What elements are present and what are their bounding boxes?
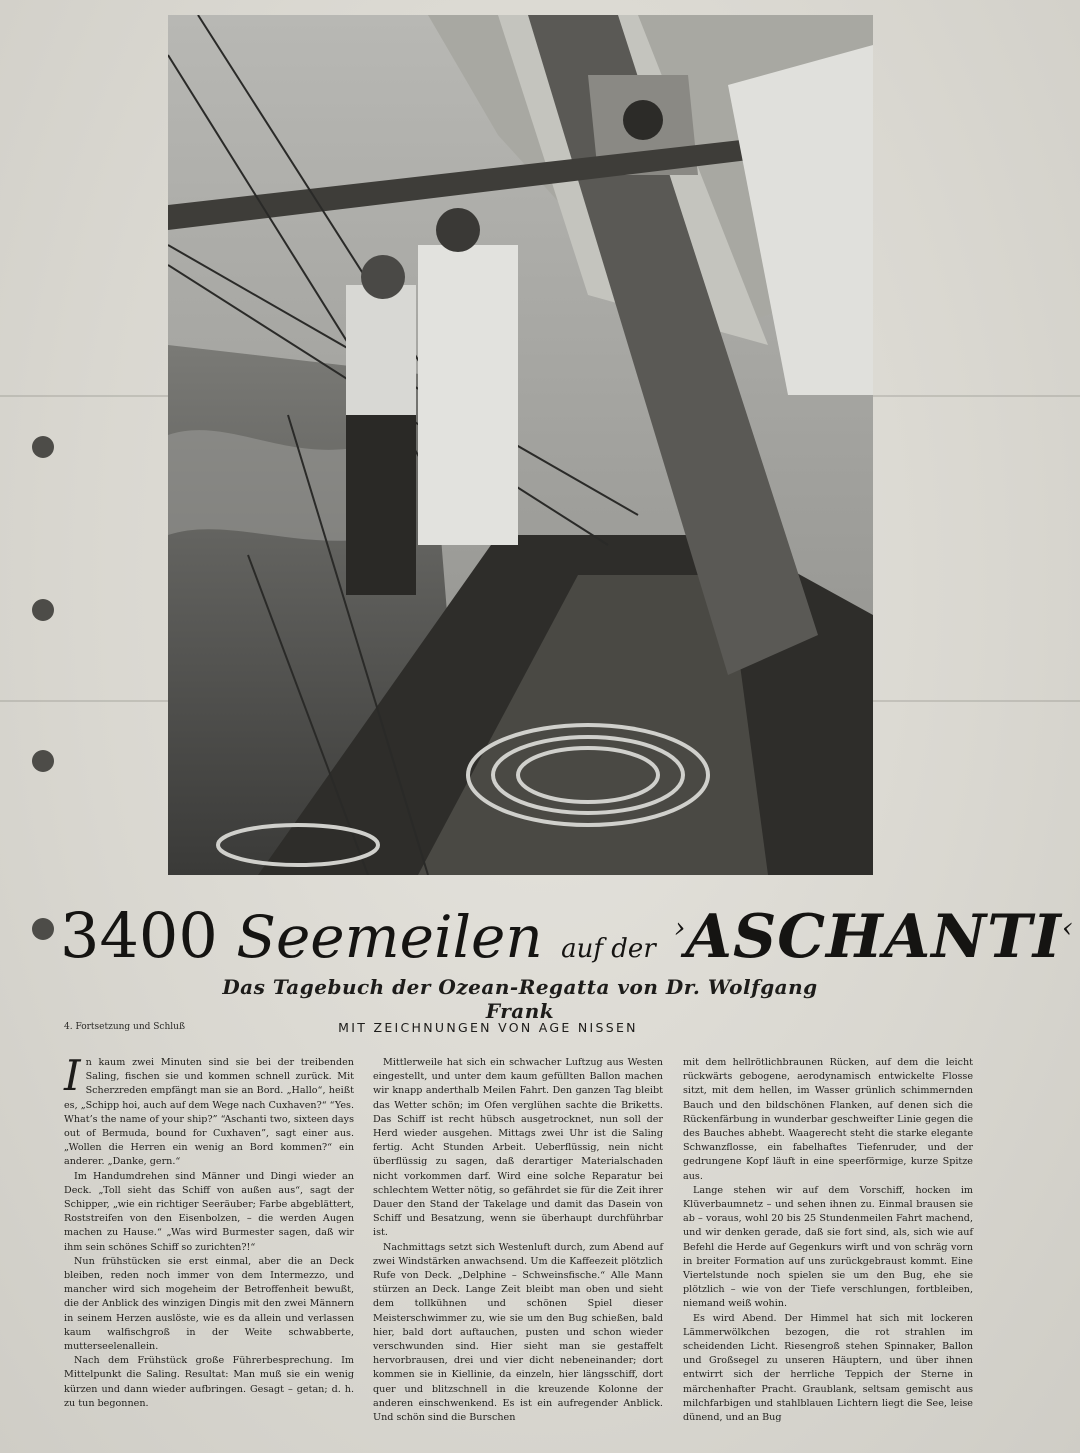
- paragraph: Es wird Abend. Der Himmel hat sich mit lockeren Lämmerwölkchen bezogen, die rot strahlen im scheidenden Licht. Riesengroß stehen Spinnaker, Ballon und Großsegel zu unseren Häuptern, und über ihnen entwirrt sich der herrliche Teppich der Sterne in märchenhafter Pracht. Graublank, seltsam gemischt aus milchfarbigen und stahlblauen Lichtern liegt die See, leise dünend, und an Bug: [683, 1312, 973, 1424]
- text-column-1: [64, 1051, 354, 1411]
- paragraph: mit dem hellrötlichbraunen Rücken, auf dem die leicht rückwärts gebogene, aerodynamisch entwickelte Flosse sitzt, mit dem hellen, im Wasser grünlich schimmernden Bauch und den bildschönen Flanken, auf denen sich die Rückenfärbung in wunderbar geschweifter Linie gegen die des Bauches abhebt. Waagerecht steht die starke elegante Schwanzflosse, ein fabelhaftes Tiefenruder, und der gedrungene Kopf läuft in eine speerförmige, kurze Spitze aus.: [683, 1057, 973, 1182]
- paragraph: Mittlerweile hat sich ein schwacher Luftzug aus Westen eingestellt, und unter dem kaum gefüllten Ballon machen wir knapp anderthalb Meilen Fahrt. Den ganzen Tag bleibt das Wetter schön; im Ofen verglühen sachte die Briketts. Das Schiff ist recht hübsch ausgetrocknet, nun soll der Herd wieder ausgehen. Mittags zwei Uhr ist die Saling fertig. Acht Stunden Arbeit. Ueberflüssig, nein nicht überflüssig zu sagen, daß derartiger Materialschaden nicht vorkommen darf. Wird eine solche Reparatur bei schlechtem Wetter nötig, so gefährdet sie für die Zeit ihrer Dauer den Stand der Takelage und damit das Dasein von Schiff und Besatzung, wenn sie überhaupt durchführbar ist.: [373, 1057, 663, 1239]
- title-number: 3400: [60, 899, 218, 972]
- article-subtitle: Das Tagebuch der Ozean-Regatta von Dr. Wolfgang Frank: [222, 975, 818, 1023]
- sailing-photo-illustration: [168, 15, 873, 875]
- paragraph: Nachmittags setzt sich Westenluft durch, zum Abend auf zwei Windstärken anwachsend. Um die Kaffeezeit plötzlich Rufe von Deck. „Delphine – Schweinsfische.“ Alle Mann stürzen an Deck. Lange Zeit bleibt man oben und sieht dem tollkühnen und schönen Spiel dieser Meisterschwimmer zu, wie sie um den Bug schießen, bald hier, bald dort auftauchen, pusten und schon wieder verschwunden sind. Hier sieht man sie gestaffelt hervorbrausen, drei und vier dicht nebeneinander; dort kommen sie in Kiellinie, da einzeln, hier längsschiff, dort quer und blitzschnell in die kreuzende Kolonne der anderen einschwenkend. Es ist ein aufregender Anblick. Und schön sind die Burschen: [373, 1241, 663, 1424]
- title-open-quote: ›: [674, 911, 686, 944]
- punch-hole: [32, 599, 54, 621]
- title-close-quote: ‹: [1061, 911, 1074, 944]
- text-column-2: [373, 1056, 663, 1425]
- paragraph: Nun frühstücken sie erst einmal, aber die an Deck bleiben, reden noch immer von dem Intermezzo, und mancher wird sich mogeheim der Betroffenheit bewußt, die der Anblick des winzigen Dingis mit den zwei Männern in seinem Herzen auslöste, wie es da allein und verlassen kaum walfischgroß in der Weite schwabberte, mutterseelenallein.: [64, 1255, 354, 1353]
- drop-cap: I: [64, 1051, 81, 1100]
- paragraph: n kaum zwei Minuten sind sie bei der treibenden Saling, fischen sie und kommen schnell zurück. Mit Scherzreden empfängt man sie an Bord. „Hallo“, heißt es, „Schipp hoi, auch auf dem Wege nach Cuxhaven?“ “Yes. What’s the name of your ship?” “Aschanti two, sixteen days out of Bermuda, bound for Cuxhaven”, sagt einer aus. „Wollen die Herren ein wenig an Bord kommen?“ ein anderer. „Danke, gern.“: [64, 1057, 354, 1168]
- paragraph: Lange stehen wir auf dem Vorschiff, hocken im Klüverbaumnetz – und sehen ihnen zu. Einmal brausen sie ab – voraus, wohl 20 bis 25 Stundenmeilen Fahrt machend, und wir denken gerade, daß sie fort sind, als, sich wie auf Befehl die Herde auf Gegenkurs wirft und von schräg vorn in breiter Formation auf uns zurückgebraust kommt. Eine Viertelstunde noch spielen sie um den Bug, ehe sie plötzlich – wie von der Tiefe verschlungen, fortbleiben, niemand weiß wohin.: [683, 1184, 973, 1310]
- title-auf-der: auf der: [561, 934, 656, 964]
- title-ship-name: ASCHANTI: [685, 902, 1062, 972]
- sailing-photo: [168, 15, 873, 875]
- punch-hole: [32, 918, 54, 940]
- punch-hole: [32, 436, 54, 458]
- article-title: [60, 888, 1074, 972]
- title-seemeilen: Seemeilen: [236, 903, 543, 971]
- paragraph: Im Handumdrehen sind Männer und Dingi wieder an Deck. „Toll sieht das Schiff von außen aus“, sagt der Schipper, „wie ein richtiger Seeräuber; Farbe abgeblättert, Roststreifen von den Eisenbolzen, – die werden Augen machen zu Hause.“ „Was wird Burmester sagen, daß wir ihm sein schönes Schiff so zurichten?!“: [64, 1170, 354, 1253]
- illustration-credits: MIT ZEICHNUNGEN VON AGE NISSEN: [338, 1020, 638, 1035]
- continuation-note: 4. Fortsetzung und Schluß: [64, 1022, 185, 1032]
- text-column-3: [683, 1056, 973, 1425]
- punch-hole: [32, 750, 54, 772]
- paragraph: Nach dem Frühstück große Führerbesprechung. Im Mittelpunkt die Saling. Resultat: Man muß sie ein wenig kürzen und dann wieder aufbringen. Gesagt – getan; d. h. zu tun begonnen.: [64, 1355, 354, 1409]
